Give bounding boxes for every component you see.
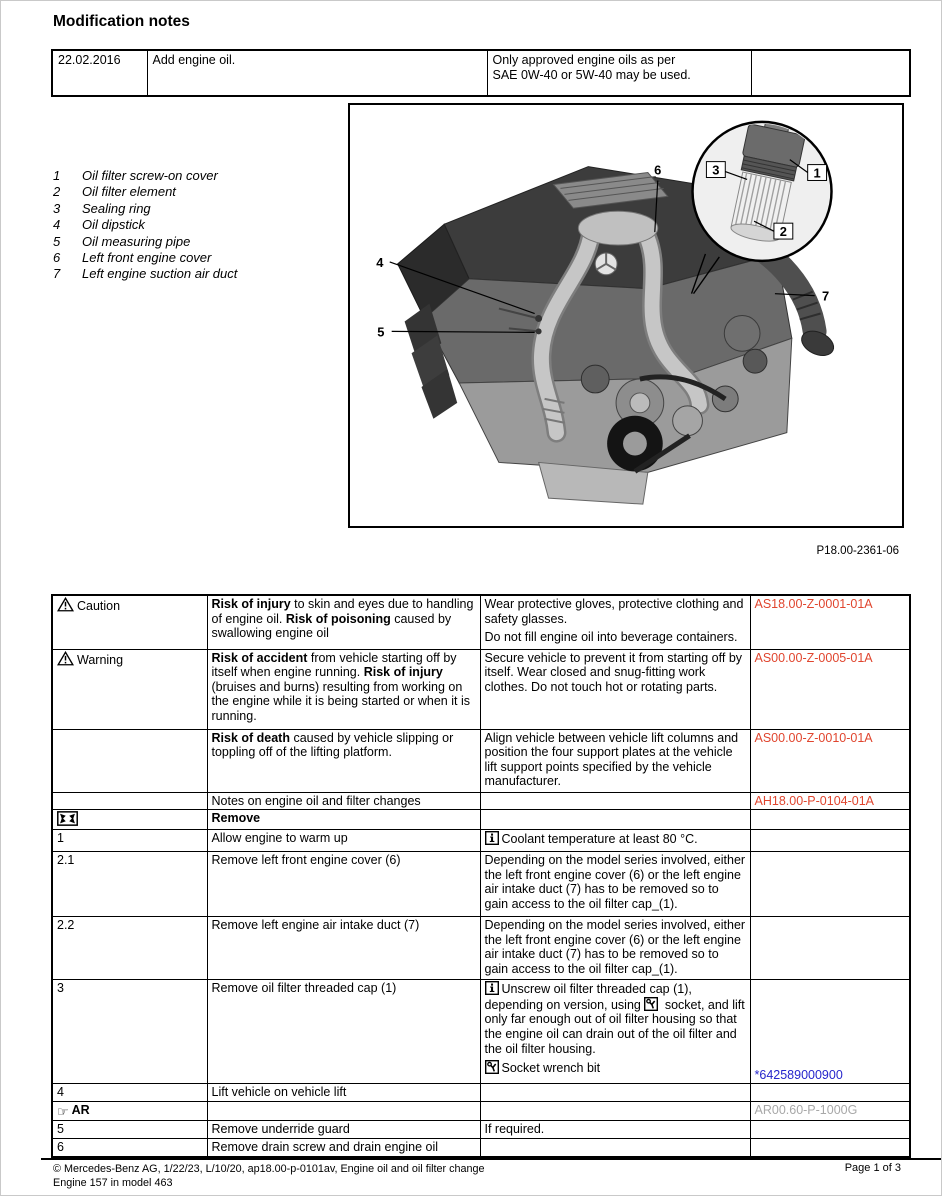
detail-cell <box>480 595 750 649</box>
modification-table <box>51 49 911 97</box>
procedure-row <box>52 830 910 852</box>
text-block <box>485 1122 746 1137</box>
step-cell <box>52 649 207 729</box>
callout-1: 1 <box>813 165 821 181</box>
legend-item-label: Left engine suction air duct <box>82 266 238 282</box>
action-cell <box>207 792 480 810</box>
text-block <box>485 853 746 912</box>
procedure-row <box>52 729 910 792</box>
code-cell <box>750 1121 910 1139</box>
text-block <box>212 651 476 724</box>
text-run: socket, and lift only far enough out of oil filter housing so that the engine oil can drain out of the oil filter and the oil filter housing. <box>484 997 745 1056</box>
callout-5: 5 <box>377 324 385 340</box>
text-block <box>485 651 746 695</box>
text-block <box>212 1085 476 1100</box>
callout-2: 2 <box>779 224 787 240</box>
text-run: 2.2 <box>57 918 75 933</box>
modification-date-cell: 22.02.2016 <box>52 50 147 96</box>
text-run: Do not fill engine oil into beverage containers. <box>484 630 738 645</box>
text-run: Risk of injury <box>211 597 291 611</box>
detail-cell <box>480 792 750 810</box>
step-cell <box>52 830 207 852</box>
note-line: Only approved engine oils as per <box>492 53 676 67</box>
step-cell <box>52 980 207 1084</box>
procedure-row <box>52 810 910 830</box>
footer-line: © Mercedes-Benz AG, 1/22/23, L/10/20, ap18.00-p-0101av, Engine oil and oil filter change <box>53 1163 485 1175</box>
action-cell <box>207 1139 480 1157</box>
page-number: Page 1 of 3 <box>844 1162 901 1174</box>
legend-item-label: Oil filter screw-on cover <box>82 168 218 183</box>
detail-cell <box>480 830 750 852</box>
procedure-row <box>52 792 910 810</box>
legend-list <box>53 168 237 283</box>
callout-7: 7 <box>821 288 830 304</box>
text-run: Risk of death <box>211 730 290 745</box>
legend-item-number: 7 <box>53 266 61 282</box>
step-cell <box>52 1101 207 1121</box>
legend-item <box>53 234 237 250</box>
code-cell <box>750 830 910 852</box>
text-run: caused by swallowing engine oil <box>211 611 452 641</box>
text-run: Risk of poisoning <box>285 611 391 626</box>
reference-code: AS00.00-Z-0005-01A <box>754 650 873 665</box>
action-cell <box>207 1101 480 1121</box>
legend-item <box>53 266 237 282</box>
code-cell <box>750 1101 910 1121</box>
text-run: Allow engine to warm up <box>211 831 348 846</box>
code-cell <box>750 595 910 649</box>
procedure-row <box>52 1101 910 1121</box>
text-run: 1 <box>57 831 64 846</box>
legend-item-number: 3 <box>53 200 61 216</box>
text-run: 6 <box>57 1140 64 1155</box>
engine-illustration <box>350 105 902 526</box>
text-block <box>485 597 746 626</box>
modification-note-cell <box>487 50 751 96</box>
code-cell <box>750 810 910 830</box>
legend-item-label: Sealing ring <box>82 200 151 216</box>
footer-copyright <box>53 1162 485 1190</box>
legend-item-label: Oil measuring pipe <box>82 233 191 249</box>
detail-cell <box>480 980 750 1084</box>
legend-item-number: 2 <box>53 184 61 200</box>
legend-item-label: Oil filter element <box>82 184 176 200</box>
legend-item-label: Oil dipstick <box>82 217 145 233</box>
text-run: 3 <box>57 981 64 996</box>
figure-code: P18.00-2361-06 <box>816 545 899 557</box>
warning-triangle-icon <box>57 651 74 666</box>
step-cell <box>52 852 207 917</box>
step-cell <box>52 1084 207 1102</box>
text-run: Remove oil filter threaded cap (1) <box>211 981 397 996</box>
callout-6: 6 <box>654 162 662 178</box>
reference-code: *642589000900 <box>754 1067 843 1082</box>
action-cell <box>207 917 480 980</box>
detail-cell <box>480 1121 750 1139</box>
legend-item <box>53 184 237 200</box>
legend-item-number: 6 <box>53 250 61 266</box>
step-cell <box>52 1139 207 1157</box>
code-cell <box>750 1139 910 1157</box>
procedure-row <box>52 1139 910 1157</box>
procedure-row <box>52 1084 910 1102</box>
step-cell <box>52 595 207 649</box>
engine-figure <box>348 103 904 528</box>
text-block <box>485 981 746 1056</box>
step-cell <box>52 917 207 980</box>
legend-item <box>53 250 237 266</box>
text-block <box>212 811 476 826</box>
code-cell <box>750 729 910 792</box>
text-run: Depending on the model series involved, either the left front engine cover (6) or the left engine air intake duct (7) has to be removed so to gain access to the oil filter cap_(1). <box>484 853 746 911</box>
text-run: (bruises and burns) resulting from working on the engine while it is being started or when it is running. <box>211 679 470 723</box>
detail-cell <box>480 810 750 830</box>
text-run: Align vehicle between vehicle lift columns and position the four support plates at the vehicle lift support points specified by the vehicle manufacturer. <box>484 730 739 789</box>
text-run: Warning <box>77 652 124 667</box>
action-cell <box>207 830 480 852</box>
text-block <box>212 918 476 933</box>
action-cell <box>207 980 480 1084</box>
code-cell <box>750 792 910 810</box>
legend-item-label: Left front engine cover <box>82 250 212 266</box>
modification-empty-cell <box>751 50 910 96</box>
procedure-row <box>52 917 910 980</box>
text-run: Socket wrench bit <box>501 1061 601 1076</box>
text-run: to skin and eyes due to handling of engine oil. <box>211 597 474 626</box>
remove-icon <box>57 811 78 826</box>
text-run: Notes on engine oil and filter changes <box>211 793 421 808</box>
detail-cell <box>480 917 750 980</box>
text-run: Secure vehicle to prevent it from starting off by itself. Wear closed and snug-fitting work clothes. Do not touch hot or rotating parts. <box>484 650 743 694</box>
action-cell <box>207 1084 480 1102</box>
info-icon <box>485 981 499 995</box>
text-run: Caution <box>77 599 121 613</box>
footer-line: Engine 157 in model 463 <box>53 1177 173 1190</box>
text-run: Remove <box>211 811 261 826</box>
detail-cell <box>480 649 750 729</box>
text-run: 2.1 <box>57 853 75 868</box>
text-run: Wear protective gloves, protective clothing and safety glasses. <box>484 597 744 626</box>
reference-code: AS00.00-Z-0010-01A <box>754 730 873 745</box>
legend-item <box>53 201 237 217</box>
action-cell <box>207 649 480 729</box>
text-run: Risk of accident <box>211 650 308 665</box>
text-run: Unscrew oil filter threaded cap (1), depending on version, using <box>484 982 692 1012</box>
text-run: caused by vehicle slipping or toppling off of the lifting platform. <box>211 730 454 760</box>
detail-cell <box>480 729 750 792</box>
text-run: Depending on the model series involved, either the left front engine cover (6) or the left engine air intake duct (7) has to be removed so to gain access to the oil filter cap_(1). <box>484 918 746 976</box>
procedure-row <box>52 595 910 649</box>
detail-cell <box>480 852 750 917</box>
action-cell <box>207 852 480 917</box>
text-block <box>212 853 476 868</box>
footer-divider <box>41 1158 941 1160</box>
text-block <box>485 630 746 645</box>
text-block <box>212 831 476 846</box>
legend-item <box>53 217 237 233</box>
code-cell <box>750 917 910 980</box>
legend-item-number: 5 <box>53 233 61 249</box>
step-cell <box>52 729 207 792</box>
text-block <box>485 831 746 847</box>
text-run: Remove underride guard <box>211 1122 350 1137</box>
action-cell <box>207 595 480 649</box>
text-block <box>485 918 746 977</box>
modification-row <box>52 50 910 96</box>
text-run: from vehicle starting off by itself when engine running. <box>211 650 457 680</box>
text-block <box>212 597 476 641</box>
code-cell <box>750 852 910 917</box>
reference-code: AS18.00-Z-0001-01A <box>754 597 873 611</box>
procedure-row <box>52 649 910 729</box>
procedure-row <box>52 852 910 917</box>
legend-item-number: 1 <box>53 168 61 183</box>
text-run: If required. <box>484 1122 545 1137</box>
text-run: Lift vehicle on vehicle lift <box>211 1085 347 1100</box>
reference-code: AR00.60-P-1000G <box>754 1102 858 1117</box>
text-run: 5 <box>57 1122 64 1137</box>
text-run: 4 <box>57 1085 64 1100</box>
text-block <box>212 1140 476 1155</box>
text-run: Remove left engine air intake duct (7) <box>211 918 420 933</box>
callout-4: 4 <box>376 254 384 270</box>
action-cell <box>207 729 480 792</box>
text-block <box>212 981 476 996</box>
text-block <box>212 731 476 760</box>
detail-cell <box>480 1101 750 1121</box>
procedure-row <box>52 980 910 1084</box>
text-block <box>212 794 476 809</box>
text-run: Risk of injury <box>363 665 443 680</box>
text-run: Coolant temperature at least 80 °C. <box>501 832 698 847</box>
procedure-row <box>52 1121 910 1139</box>
detail-cell <box>480 1139 750 1157</box>
legend-item-number: 4 <box>53 217 61 233</box>
detail-cell <box>480 1084 750 1102</box>
text-run: Remove drain screw and drain engine oil <box>211 1140 439 1155</box>
text-block <box>485 1060 746 1076</box>
pointing-hand-icon: ☞ <box>57 1104 69 1120</box>
warning-triangle-icon <box>57 597 74 612</box>
code-cell <box>750 649 910 729</box>
action-cell <box>207 1121 480 1139</box>
step-cell <box>52 792 207 810</box>
action-cell <box>207 810 480 830</box>
text-block <box>485 731 746 790</box>
wrench-icon <box>644 997 658 1011</box>
procedure-table <box>51 594 911 1158</box>
text-block <box>212 1122 476 1137</box>
text-run: AR <box>71 1102 90 1117</box>
reference-code: AH18.00-P-0104-01A <box>754 793 875 808</box>
step-cell <box>52 1121 207 1139</box>
wrench-icon <box>485 1060 499 1074</box>
page-title: Modification notes <box>53 13 190 30</box>
step-cell <box>52 810 207 830</box>
callout-3: 3 <box>712 162 720 178</box>
modification-change-cell: Add engine oil. <box>147 50 487 96</box>
text-run: Remove left front engine cover (6) <box>211 853 401 868</box>
code-cell <box>750 980 910 1084</box>
note-line: SAE 0W-40 or 5W-40 may be used. <box>492 68 691 83</box>
code-cell <box>750 1084 910 1102</box>
info-icon <box>485 831 499 845</box>
legend-item <box>53 168 237 184</box>
